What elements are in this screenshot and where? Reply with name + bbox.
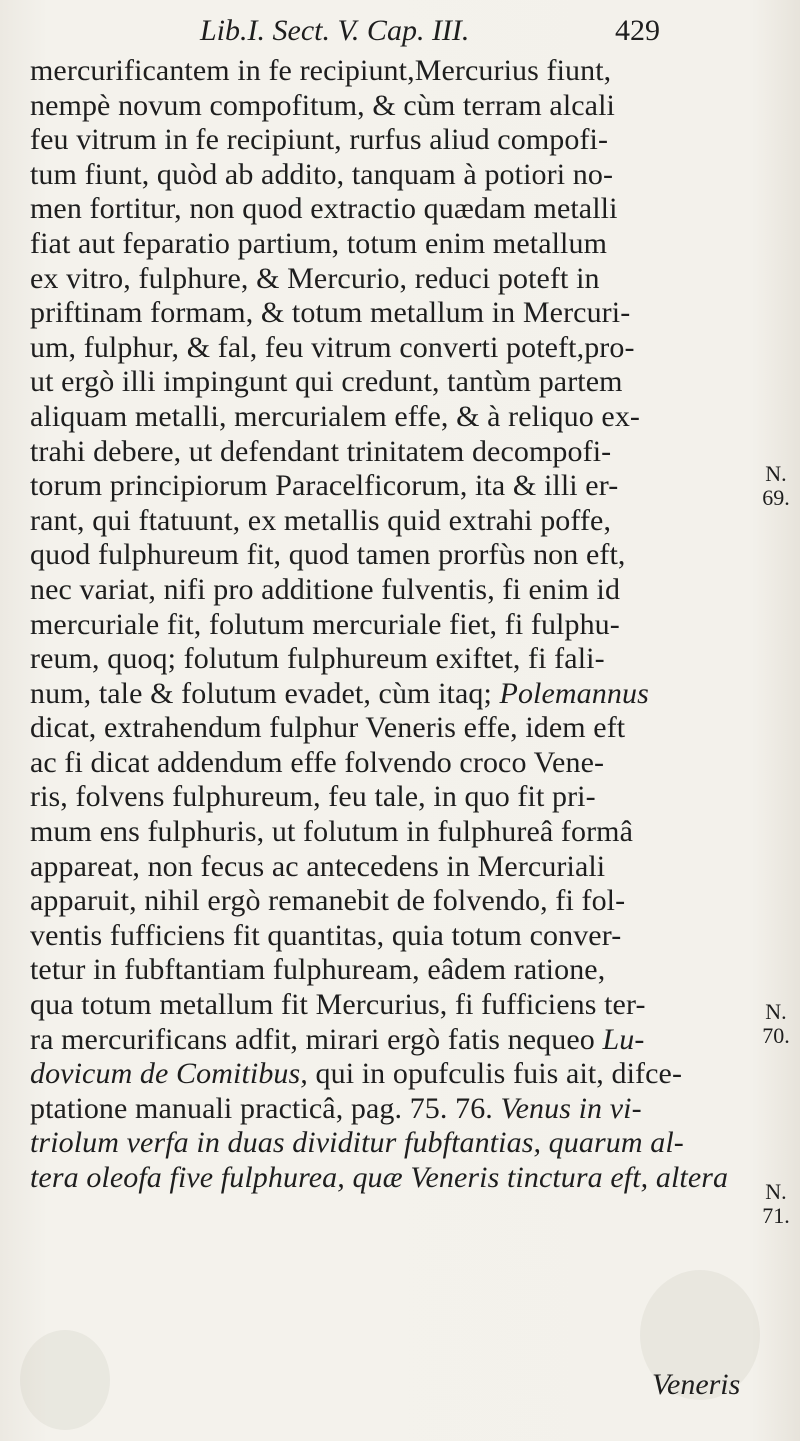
text-line (30, 469, 750, 504)
text-line (30, 296, 750, 331)
text-line (30, 1092, 750, 1127)
text-segment: tetur in fubftantiam fulphuream, eâdem ratione, (30, 953, 606, 987)
text-segment: ut ergò illi impingunt qui credunt, tantùm partem (30, 365, 623, 399)
running-header (200, 14, 660, 54)
text-line (30, 1057, 750, 1092)
text-line (30, 953, 750, 988)
text-segment: mum ens fulphuris, ut folutum in fulphureâ formâ (30, 815, 634, 849)
text-segment: quod fulphureum fit, quod tamen prorfùs non eft, (30, 538, 626, 572)
italic-text: Venus in vi- (500, 1091, 642, 1125)
margin-note-text: N. 69. (762, 461, 790, 510)
text-line (30, 1161, 750, 1196)
text-line (30, 400, 750, 435)
text-line (30, 711, 750, 746)
italic-text: tera oleofa five fulphurea, quæ Veneris tinctura eft, altera (30, 1161, 729, 1194)
text-segment: tum fiunt, quòd ab addito, tanquam à potiori no- (30, 157, 614, 191)
text-line (30, 919, 750, 954)
margin-note (756, 1000, 796, 1048)
text-segment: ventis fufficiens fit quantitas, quia totum conver- (30, 918, 622, 952)
text-line (30, 573, 750, 608)
catchword: Veneris (652, 1368, 741, 1401)
text-line (30, 89, 750, 124)
text-line (30, 54, 750, 89)
text-line (30, 262, 750, 297)
text-segment: dicat, extrahendum fulphur Veneris effe, idem eft (30, 711, 626, 745)
text-line (30, 780, 750, 815)
text-line (30, 608, 750, 643)
text-line (30, 158, 750, 193)
text-segment: nec variat, nifi pro additione fulventis, fi enim id (30, 572, 621, 606)
text-line (30, 435, 750, 470)
text-segment: aliquam metalli, mercurialem effe, & à reliquo ex- (30, 399, 641, 433)
text-segment: torum principiorum Paracelficorum, ita & illi er- (30, 469, 619, 503)
main-text (30, 54, 750, 1196)
italic-text: triolum verfa in duas dividitur fubftantias, quarum al- (30, 1126, 684, 1160)
text-line (30, 123, 750, 158)
text-segment: ex vitro, fulphure, & Mercurio, reduci poteft in (30, 261, 600, 295)
text-segment: ac fi dicat addendum effe folvendo croco Vene- (30, 745, 605, 779)
text-line (30, 192, 750, 227)
text-line (30, 1126, 750, 1161)
text-segment: qua totum metallum fit Mercurius, fi fufficiens ter- (30, 988, 646, 1022)
text-segment: appareat, non fecus ac antecedens in Mercuriali (30, 849, 606, 883)
text-segment: trahi debere, ut defendant trinitatem decompofi- (30, 434, 612, 468)
text-segment: mercurificantem in fe recipiunt,Mercurius fiunt, (30, 54, 612, 87)
text-segment: reum, quoq; folutum fulphureum exiftet, fi fali- (30, 642, 605, 676)
paper-stain (20, 1330, 110, 1430)
margin-note (756, 462, 796, 510)
text-segment: ris, folvens fulphureum, feu tale, in quo fit pri- (30, 780, 596, 814)
text-line (30, 504, 750, 539)
text-line (30, 746, 750, 781)
text-line (30, 1023, 750, 1058)
text-line (30, 365, 750, 400)
text-line (30, 884, 750, 919)
text-line (30, 331, 750, 366)
running-title: Lib.I. Sect. V. Cap. III. (200, 14, 470, 47)
margin-note-text: N. 70. (762, 999, 790, 1048)
text-segment: qui in opufculis fuis ait, difce- (307, 1057, 683, 1091)
text-line (30, 677, 750, 712)
text-line (30, 988, 750, 1023)
text-line (30, 815, 750, 850)
text-segment: mercuriale fit, folutum mercuriale fiet, fi fulphu- (30, 607, 620, 641)
text-segment: feu vitrum in fe recipiunt, rurfus aliud compofi- (30, 123, 609, 157)
margin-note-text: N. 71. (762, 1179, 790, 1228)
text-line (30, 538, 750, 573)
text-line (30, 642, 750, 677)
text-segment: nempè novum compofitum, & cùm terram alcali (30, 88, 615, 122)
text-segment: rant, qui ftatuunt, ex metallis quid extrahi poffe, (30, 503, 612, 537)
italic-text: Polemannus (499, 676, 649, 710)
text-segment: men fortitur, non quod extractio quædam metalli (30, 192, 618, 226)
page-number: 429 (615, 14, 660, 47)
italic-text: dovicum de Comitibus, (30, 1057, 308, 1091)
text-segment: priftinam formam, & totum metallum in Mercuri- (30, 296, 631, 330)
text-segment: fiat aut feparatio partium, totum enim metallum (30, 226, 608, 260)
text-segment: ra mercurificans adfit, mirari ergò fatis nequeo (30, 1022, 603, 1056)
margin-note (756, 1180, 796, 1228)
text-segment: num, tale & folutum evadet, cùm itaq; (30, 676, 500, 710)
text-line (30, 850, 750, 885)
text-segment: apparuit, nihil ergò remanebit de folvendo, fi fol- (30, 884, 626, 918)
text-segment: um, fulphur, & fal, feu vitrum converti poteft,pro- (30, 330, 635, 364)
italic-text: Lu- (602, 1022, 645, 1056)
text-line (30, 227, 750, 262)
text-segment: ptatione manuali practicâ, pag. 75. 76. (30, 1091, 501, 1125)
